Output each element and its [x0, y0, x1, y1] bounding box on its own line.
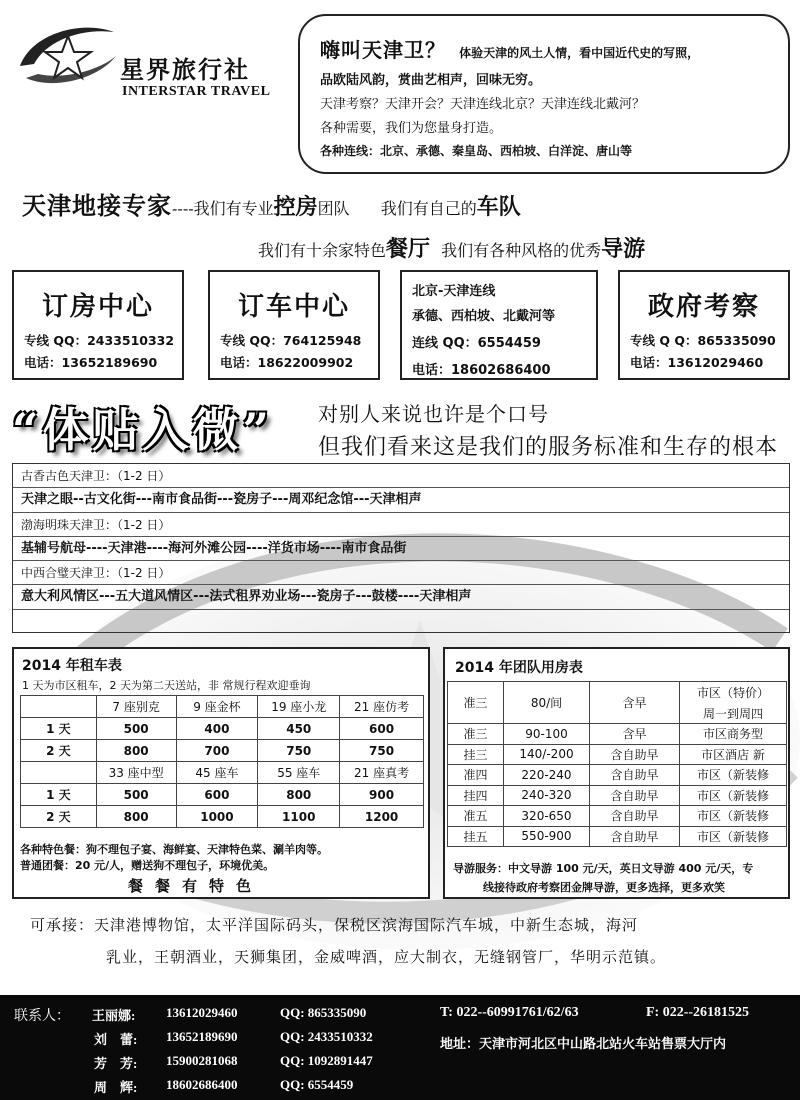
- guide-service-text: [453, 859, 785, 897]
- room-table-cell: 挂四: [448, 785, 504, 806]
- room-head-cell: 含早: [590, 682, 680, 724]
- service-car-qq: 专线 QQ：764125948: [220, 333, 362, 348]
- service-gov-title: 政府考察: [647, 292, 760, 322]
- room-table-cell: 含自助早: [590, 785, 680, 806]
- room-table-row: [448, 724, 787, 745]
- star-swirl-logo-icon: [12, 18, 122, 93]
- guide-line-2: 线接待政府考察团金牌导游，更多选择，更多欢笑: [483, 881, 725, 894]
- room-table-cell: 市区（新装修: [680, 765, 787, 786]
- room-table-row: [448, 744, 787, 765]
- contact-qq: QQ: 1092891447: [280, 1053, 373, 1068]
- service-link-phone: 电话：18602686400: [412, 363, 551, 378]
- route-row-5: 中西合璧天津卫：（1-2 日）: [13, 561, 789, 585]
- slogan-line-2: [258, 232, 645, 263]
- route-row-1: 古香古色天津卫：（1-2 日）: [13, 464, 789, 488]
- car-table-cell: 9 座金杯: [176, 696, 258, 718]
- car-table-cell: 1200: [340, 806, 424, 828]
- route-row-2: 天津之眼--古文化街---南市食品街---瓷房子---周邓纪念馆---天津相声: [13, 488, 789, 512]
- car-table-cell: 750: [340, 740, 424, 762]
- bubble-line-2: 天津考察？天津开会？天津连线北京？天津连线北戴河？: [320, 97, 646, 112]
- room-head-cell: 准三: [448, 682, 504, 724]
- car-table-cell: 600: [340, 718, 424, 740]
- service-box-car: [208, 270, 380, 380]
- bubble-line-4: 各种连线：北京、承德、秦皇岛、西柏坡、白洋淀、唐山等: [320, 144, 633, 158]
- room-head-cell: [680, 682, 787, 724]
- contact-qq: QQ: 2433510332: [280, 1029, 373, 1044]
- car-table-cell: 19 座小龙: [258, 696, 340, 718]
- slogan-canting: 餐厅: [386, 236, 431, 262]
- room-table-cell: 准三: [448, 724, 504, 745]
- car-table-cell: 900: [340, 784, 424, 806]
- car-table-cell: 21 座真考: [340, 762, 424, 784]
- bubble-line-3: 各种需要，我们为您量身打造。: [320, 121, 503, 136]
- company-name-en: INTERSTAR TRAVEL: [122, 84, 271, 99]
- room-table-cell: 准四: [448, 765, 504, 786]
- room-table-cell: 含早: [590, 724, 680, 745]
- contact-phone: 13652189690: [166, 1029, 238, 1044]
- tiexin-motto-2: 但我们看来这是我们的服务标准和生存的根本: [318, 435, 779, 460]
- car-table-cell: 400: [176, 718, 258, 740]
- room-table-row: [448, 785, 787, 806]
- car-table-cell: 800: [96, 806, 176, 828]
- service-box-government: [618, 270, 790, 380]
- car-table-cell: 750: [258, 740, 340, 762]
- contact-name: 刘 蕾:: [94, 1032, 138, 1047]
- service-room-title: 订房中心: [41, 292, 154, 322]
- food-group-text: 普通团餐：20 元/人，赠送狗不理包子，环境优美。: [20, 859, 275, 872]
- bubble-line-1: 品欧陆风韵，赏曲艺相声，回味无穷。: [320, 73, 542, 88]
- room-table-header-row: [448, 682, 787, 724]
- room-table-cell: 320-650: [504, 806, 590, 827]
- car-table-cell: [21, 696, 97, 718]
- room-table-cell: 550-900: [504, 826, 590, 847]
- car-table-cell: [21, 762, 97, 784]
- car-table-row: [21, 696, 424, 718]
- car-table-cell: 800: [258, 784, 340, 806]
- route-row-4: 基辅号航母----天津港----海河外滩公园----洋货市场----南市食品街: [13, 537, 789, 561]
- service-car-phone: 电话：18622009902: [220, 355, 354, 370]
- contact-tel: T: 022--60991761/62/63: [440, 1005, 579, 1020]
- slogan-chedui: 车队: [476, 194, 521, 220]
- car-rental-table: [20, 695, 424, 828]
- room-head-line-2: 周一到周四: [702, 706, 763, 721]
- room-table-row: [448, 765, 787, 786]
- contact-qq: QQ: 865335090: [280, 1005, 367, 1020]
- room-rate-table: [447, 681, 787, 847]
- room-table-cell: 含自助早: [590, 806, 680, 827]
- slogan-expert: 天津地接专家: [22, 191, 172, 220]
- room-table-cell: 挂五: [448, 826, 504, 847]
- contact-name: 王丽娜:: [92, 1008, 136, 1023]
- slogan-text-a4: 团队: [317, 199, 350, 218]
- bubble-title: 嗨叫天津卫？: [320, 38, 446, 62]
- car-table-row: [21, 718, 424, 740]
- contact-name: 周 辉:: [94, 1080, 138, 1095]
- room-table-cell: 市区商务型: [680, 724, 787, 745]
- accept-venues-line-2: 乳业，王朝酒业，天狮集团，金威啤酒，应大制衣，无缝钢管厂，华明示范镇。: [106, 948, 667, 966]
- car-table-title: 2014 年租车表: [22, 658, 122, 674]
- contact-address: 地址：天津市河北区中山路北站火车站售票大厅内: [440, 1036, 727, 1051]
- room-table-cell: 挂三: [448, 744, 504, 765]
- room-table-cell: 市区酒店 新: [680, 744, 787, 765]
- car-table-cell: 500: [96, 784, 176, 806]
- room-table-cell: 市区（新装修: [680, 806, 787, 827]
- service-room-phone: 电话：13652189690: [24, 355, 158, 370]
- car-rental-panel: [12, 647, 430, 899]
- room-table-cell: 240-320: [504, 785, 590, 806]
- car-table-row: [21, 784, 424, 806]
- car-table-note: 1 天为市区租车，2 天为第二天送站，非 常规行程欢迎垂询: [22, 679, 311, 692]
- car-table-cell: 1100: [258, 806, 340, 828]
- car-table-cell: 33 座中型: [96, 762, 176, 784]
- slogan-line-1: [22, 186, 521, 221]
- room-table-cell: 含自助早: [590, 744, 680, 765]
- contact-label: 联系人：: [14, 1009, 70, 1024]
- contact-fax: F: 022--26181525: [646, 1005, 750, 1020]
- company-logo: [8, 10, 278, 105]
- car-table-cell: 1 天: [21, 784, 97, 806]
- car-table-cell: 2 天: [21, 740, 97, 762]
- contact-name: 芳 芳:: [94, 1056, 138, 1071]
- service-gov-qq: 专线 Q Q：865335090: [630, 333, 776, 348]
- car-table-cell: 55 座车: [258, 762, 340, 784]
- car-table-cell: 2 天: [21, 806, 97, 828]
- car-table-cell: 700: [176, 740, 258, 762]
- slogan-text-a5: 我们有自己的: [380, 199, 477, 218]
- slogan-text-b3: 我们有各种风格的优秀: [441, 241, 602, 260]
- car-table-cell: 800: [96, 740, 176, 762]
- car-table-cell: 600: [176, 784, 258, 806]
- car-table-cell: 1000: [176, 806, 258, 828]
- room-table-cell: 市区（新装修: [680, 785, 787, 806]
- service-link-title: 北京-天津连线: [412, 284, 496, 299]
- room-rate-panel: [443, 647, 790, 899]
- room-head-line-1: 市区（特价）: [696, 685, 769, 700]
- service-car-title: 订车中心: [237, 292, 350, 322]
- slogan-text-b1: 我们有十余家特色: [258, 241, 387, 260]
- service-gov-phone: 电话：13612029460: [630, 355, 764, 370]
- room-table-cell: 含自助早: [590, 826, 680, 847]
- room-table-row: [448, 826, 787, 847]
- car-table-row: [21, 762, 424, 784]
- car-table-cell: 7 座别克: [96, 696, 176, 718]
- room-head-cell: 80/间: [504, 682, 590, 724]
- accept-venues-line-1: 可承接：天津港博物馆，太平洋国际码头，保税区滨海国际汽车城，中新生态城，海河: [30, 916, 639, 934]
- car-table-row: [21, 740, 424, 762]
- car-table-cell: 450: [258, 718, 340, 740]
- contact-phone: 13612029460: [166, 1005, 238, 1020]
- room-table-cell: 含自助早: [590, 765, 680, 786]
- room-table-row: [448, 806, 787, 827]
- room-table-cell: 220-240: [504, 765, 590, 786]
- food-title: 餐餐有特色: [128, 877, 264, 895]
- tiexin-heading: “体贴入微”: [12, 403, 273, 457]
- route-row-3: 渤海明珠天津卫：（1-2 日）: [13, 513, 789, 537]
- car-table-cell: 21 座仿考: [340, 696, 424, 718]
- service-link-cities: 承德、西柏坡、北戴河等: [412, 309, 556, 324]
- food-special-text: 各种特色餐：狗不理包子宴、海鲜宴、天津特色菜、涮羊肉等。: [20, 843, 328, 856]
- room-table-cell: 市区（新装修: [680, 826, 787, 847]
- car-table-row: [21, 806, 424, 828]
- room-table-cell: 准五: [448, 806, 504, 827]
- contact-qq: QQ: 6554459: [280, 1077, 354, 1092]
- contact-footer: [0, 995, 800, 1100]
- room-table-cell: 140/-200: [504, 744, 590, 765]
- contact-phone: 18602686400: [166, 1077, 238, 1092]
- car-table-cell: 1 天: [21, 718, 97, 740]
- slogan-text-a2: ----我们有专业: [172, 199, 274, 218]
- service-link-qq: 连线 QQ：6554459: [412, 336, 541, 351]
- intro-speech-bubble: [298, 14, 790, 174]
- car-table-cell: 45 座车: [176, 762, 258, 784]
- car-table-cell: 500: [96, 718, 176, 740]
- contact-phone: 15900281068: [166, 1053, 238, 1068]
- room-table-cell: 90-100: [504, 724, 590, 745]
- room-table-title: 2014 年团队用房表: [455, 660, 583, 676]
- service-room-qq: 专线 QQ：2433510332: [24, 333, 175, 348]
- bubble-subtitle: 体验天津的风土人情，看中国近代史的写照，: [459, 46, 700, 60]
- service-box-beijing-link: [400, 270, 598, 380]
- route-row-blank: [13, 610, 789, 634]
- route-row-6: 意大利风情区---五大道风情区---法式租界劝业场---瓷房子---鼓楼----天津相声: [13, 585, 789, 609]
- route-list: [12, 463, 790, 633]
- service-box-room: [12, 270, 184, 380]
- slogan-daoyou: 导游: [601, 236, 646, 262]
- slogan-kongfang: 控房: [273, 194, 318, 220]
- guide-line-1: 导游服务：中文导游 100 元/天，英日文导游 400 元/天，专: [453, 862, 754, 875]
- company-name-cn: 星界旅行社: [120, 55, 250, 84]
- tiexin-motto-1: 对别人来说也许是个口号: [318, 402, 549, 426]
